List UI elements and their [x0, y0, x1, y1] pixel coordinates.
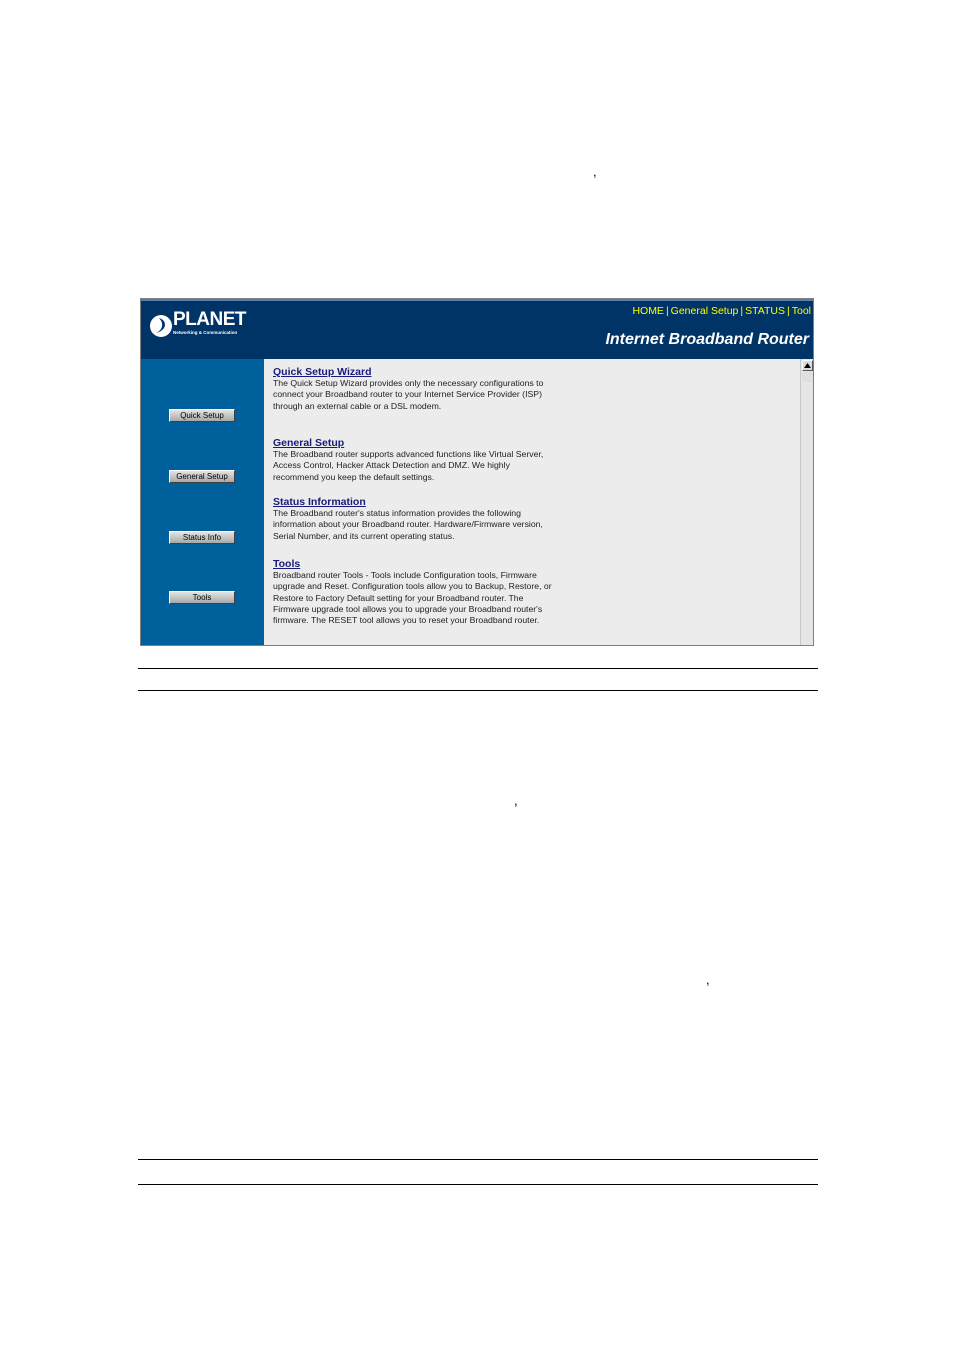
- section-quick-setup: [273, 366, 558, 412]
- divider: [138, 1184, 818, 1185]
- quick-setup-button[interactable]: Quick Setup: [169, 409, 235, 422]
- router-web-ui: [140, 298, 814, 646]
- top-navigation: HOME | General Setup | STATUS | Tool: [632, 305, 811, 317]
- vertical-scrollbar[interactable]: [800, 359, 813, 646]
- scroll-up-arrow-icon[interactable]: [802, 360, 813, 371]
- section-description: The Broadband router's status information provides the following information about your Broadband router. Hardware/Firmware version, Serial Number, and its current operating status.: [273, 508, 543, 541]
- nav-tool-link[interactable]: Tool: [791, 305, 811, 317]
- divider: [138, 1159, 818, 1160]
- section-description: The Broadband router supports advanced functions like Virtual Server, Access Control, Hacker Attack Detection and DMZ. We highly recommend you keep the default settings.: [273, 449, 544, 482]
- product-title: Internet Broadband Router: [605, 331, 809, 348]
- logo-tagline: Networking & Communication: [173, 330, 238, 335]
- text-fragment: ,: [706, 972, 710, 987]
- text-fragment: ,: [514, 793, 518, 808]
- section-description: Broadband router Tools - Tools include Configuration tools, Firmware upgrade and Reset. Configuration tools allow you to Backup, Restore, or Restore to Factory Default setting for your Broadband router. The Firmware upgrade tool allows you to upgrade your Broadband router's firmware. The RESET tool allows you to reset your Broadband router.: [273, 570, 552, 626]
- divider: [138, 668, 818, 669]
- status-info-button[interactable]: Status Info: [169, 531, 235, 544]
- planet-logo-icon: [149, 311, 173, 341]
- tools-link[interactable]: Tools: [273, 558, 301, 570]
- section-status-information: [273, 496, 558, 542]
- status-information-link[interactable]: Status Information: [273, 496, 366, 508]
- nav-home-link[interactable]: HOME: [632, 305, 664, 317]
- tools-button[interactable]: Tools: [169, 591, 235, 604]
- general-setup-link[interactable]: General Setup: [273, 437, 345, 449]
- general-setup-button[interactable]: General Setup: [169, 470, 235, 483]
- section-tools: [273, 558, 558, 626]
- section-description: The Quick Setup Wizard provides only the necessary configurations to connect your Broadband router to your Internet Service Provider (ISP) through an external cable or a DSL modem.: [273, 378, 544, 411]
- section-general-setup: [273, 437, 558, 483]
- logo-wordmark: PLANET: [173, 309, 246, 330]
- main-content: [264, 359, 801, 646]
- divider: [138, 690, 818, 691]
- text-fragment: ,: [593, 164, 597, 179]
- quick-setup-wizard-link[interactable]: Quick Setup Wizard: [273, 366, 372, 378]
- nav-general-setup-link[interactable]: General Setup: [670, 305, 739, 317]
- nav-status-link[interactable]: STATUS: [745, 305, 785, 317]
- sidebar: [141, 359, 264, 646]
- header-bar: [141, 299, 813, 359]
- scroll-thumb[interactable]: [802, 372, 813, 382]
